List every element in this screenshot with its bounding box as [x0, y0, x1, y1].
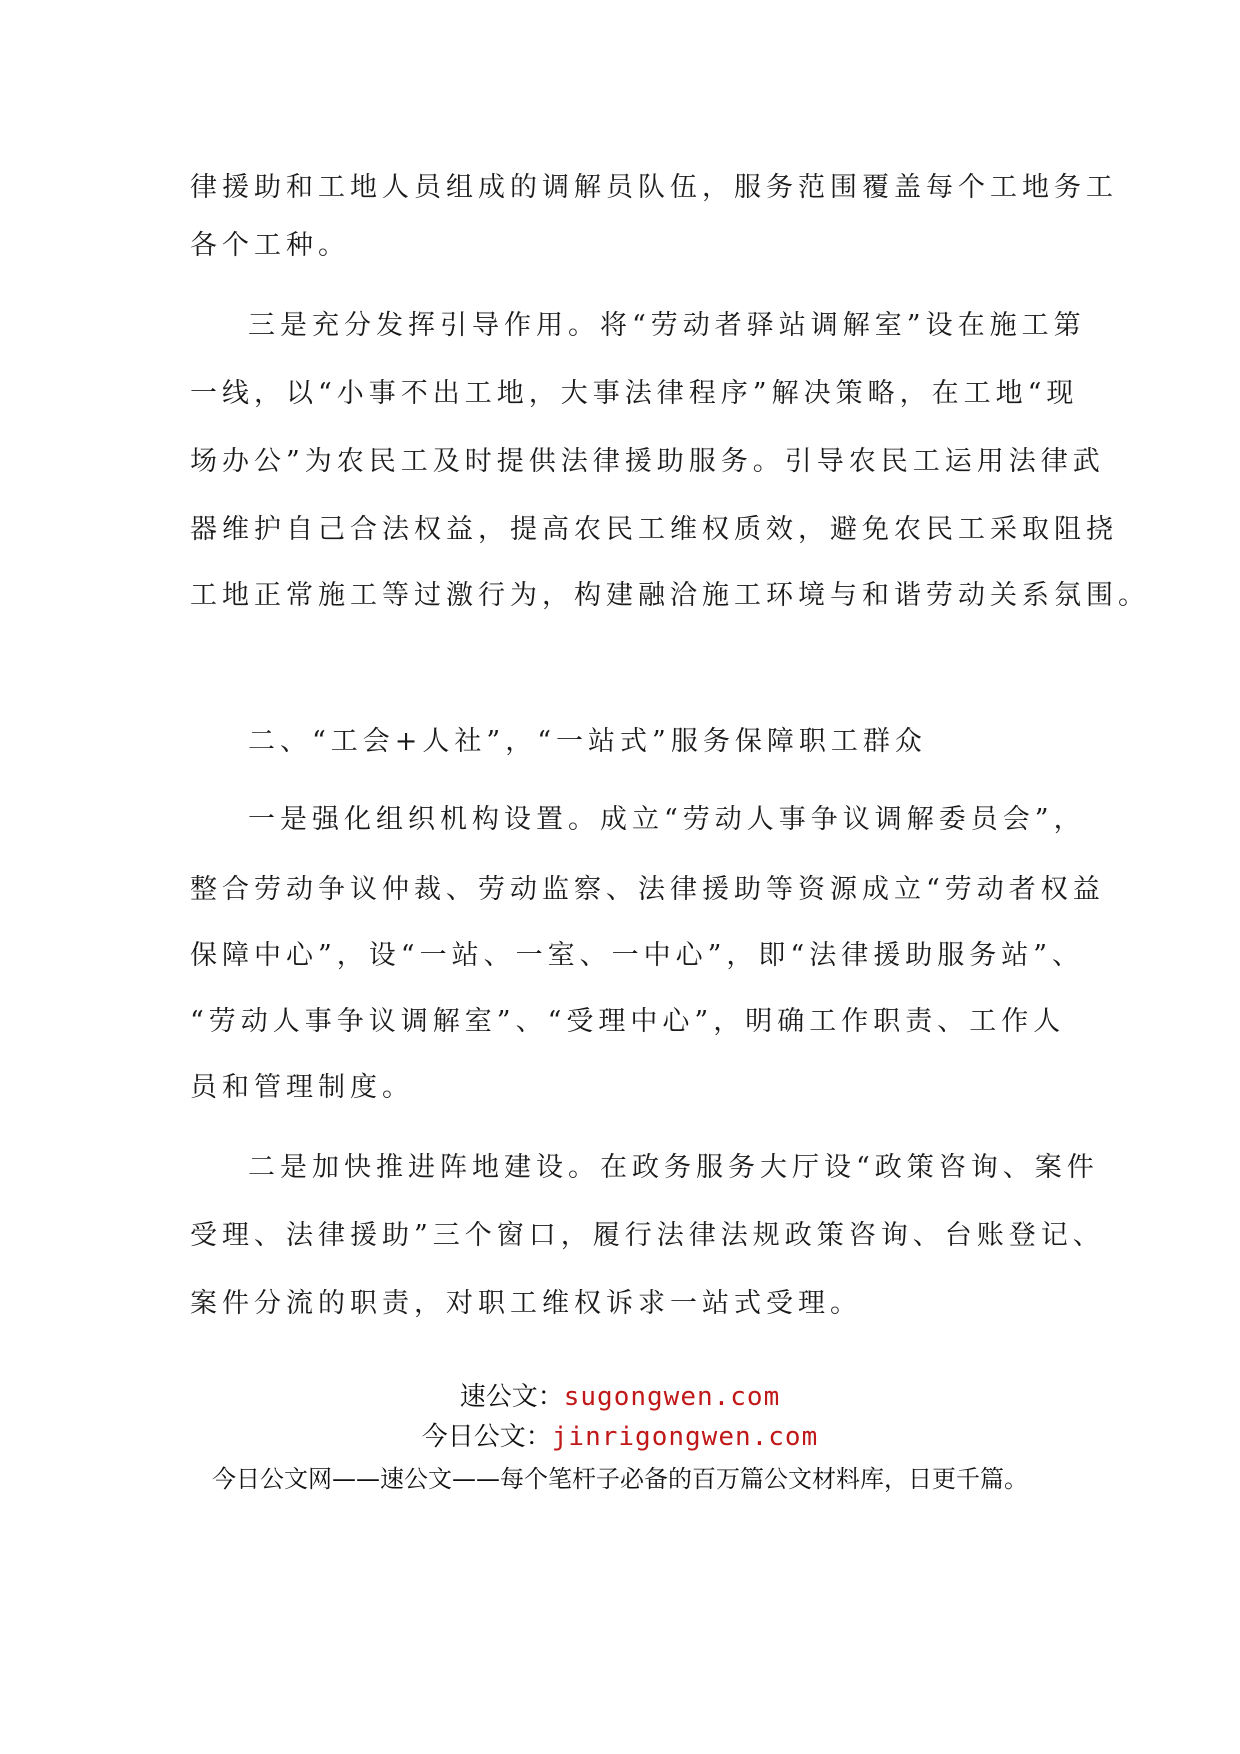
body-line-10: 整合劳动争议仲裁、劳动监察、法律援助等资源成立“劳动者权益 — [190, 874, 1105, 905]
body-line-2: 各个工种。 — [190, 230, 350, 261]
footer-label-jinrigongwen: 今日公文： — [421, 1422, 552, 1452]
body-line-13: 员和管理制度。 — [190, 1072, 414, 1103]
paragraph-three-start: 三是充分发挥引导作用。将“劳动者驿站调解室”设在施工第 — [248, 310, 1086, 341]
body-line-11: 保障中心”，设“一站、一室、一中心”，即“法律援助服务站”、 — [190, 940, 1085, 971]
body-line-7: 工地正常施工等过激行为，构建融洽施工环境与和谐劳动关系氛围。 — [190, 580, 1150, 611]
paragraph-one-start: 一是强化组织机构设置。成立“劳动人事争议调解委员会”， — [248, 804, 1086, 835]
jinrigongwen-link[interactable]: jinrigongwen.com — [551, 1422, 819, 1452]
body-line-12: “劳动人事争议调解室”、“受理中心”，明确工作职责、工作人 — [190, 1006, 1066, 1037]
sugongwen-link[interactable]: sugongwen.com — [563, 1382, 781, 1412]
footer-jinrigongwen — [0, 1420, 1240, 1454]
body-line-16: 案件分流的职责，对职工维权诉求一站式受理。 — [190, 1288, 862, 1319]
body-line-4: 一线，以“小事不出工地，大事法律程序”解决策略，在工地“现 — [190, 378, 1079, 409]
body-line-1: 律援助和工地人员组成的调解员队伍，服务范围覆盖每个工地务工 — [190, 172, 1118, 203]
paragraph-two-start: 二是加快推进阵地建设。在政务服务大厅设“政策咨询、案件 — [248, 1152, 1099, 1183]
body-line-5: 场办公”为农民工及时提供法律援助服务。引导农民工运用法律武 — [190, 446, 1105, 477]
section-heading-two: 二、“工会+人社”，“一站式”服务保障职工群众 — [248, 726, 927, 757]
body-line-6: 器维护自己合法权益，提高农民工维权质效，避免农民工采取阻挠 — [190, 514, 1118, 545]
footer-sugongwen — [0, 1380, 1240, 1414]
body-line-15: 受理、法律援助”三个窗口，履行法律法规政策咨询、台账登记、 — [190, 1220, 1105, 1251]
footer-label-sugongwen: 速公文： — [459, 1382, 564, 1412]
footer-tagline: 今日公文网——速公文——每个笔杆子必备的百万篇公文材料库，日更千篇。 — [212, 1465, 1028, 1493]
